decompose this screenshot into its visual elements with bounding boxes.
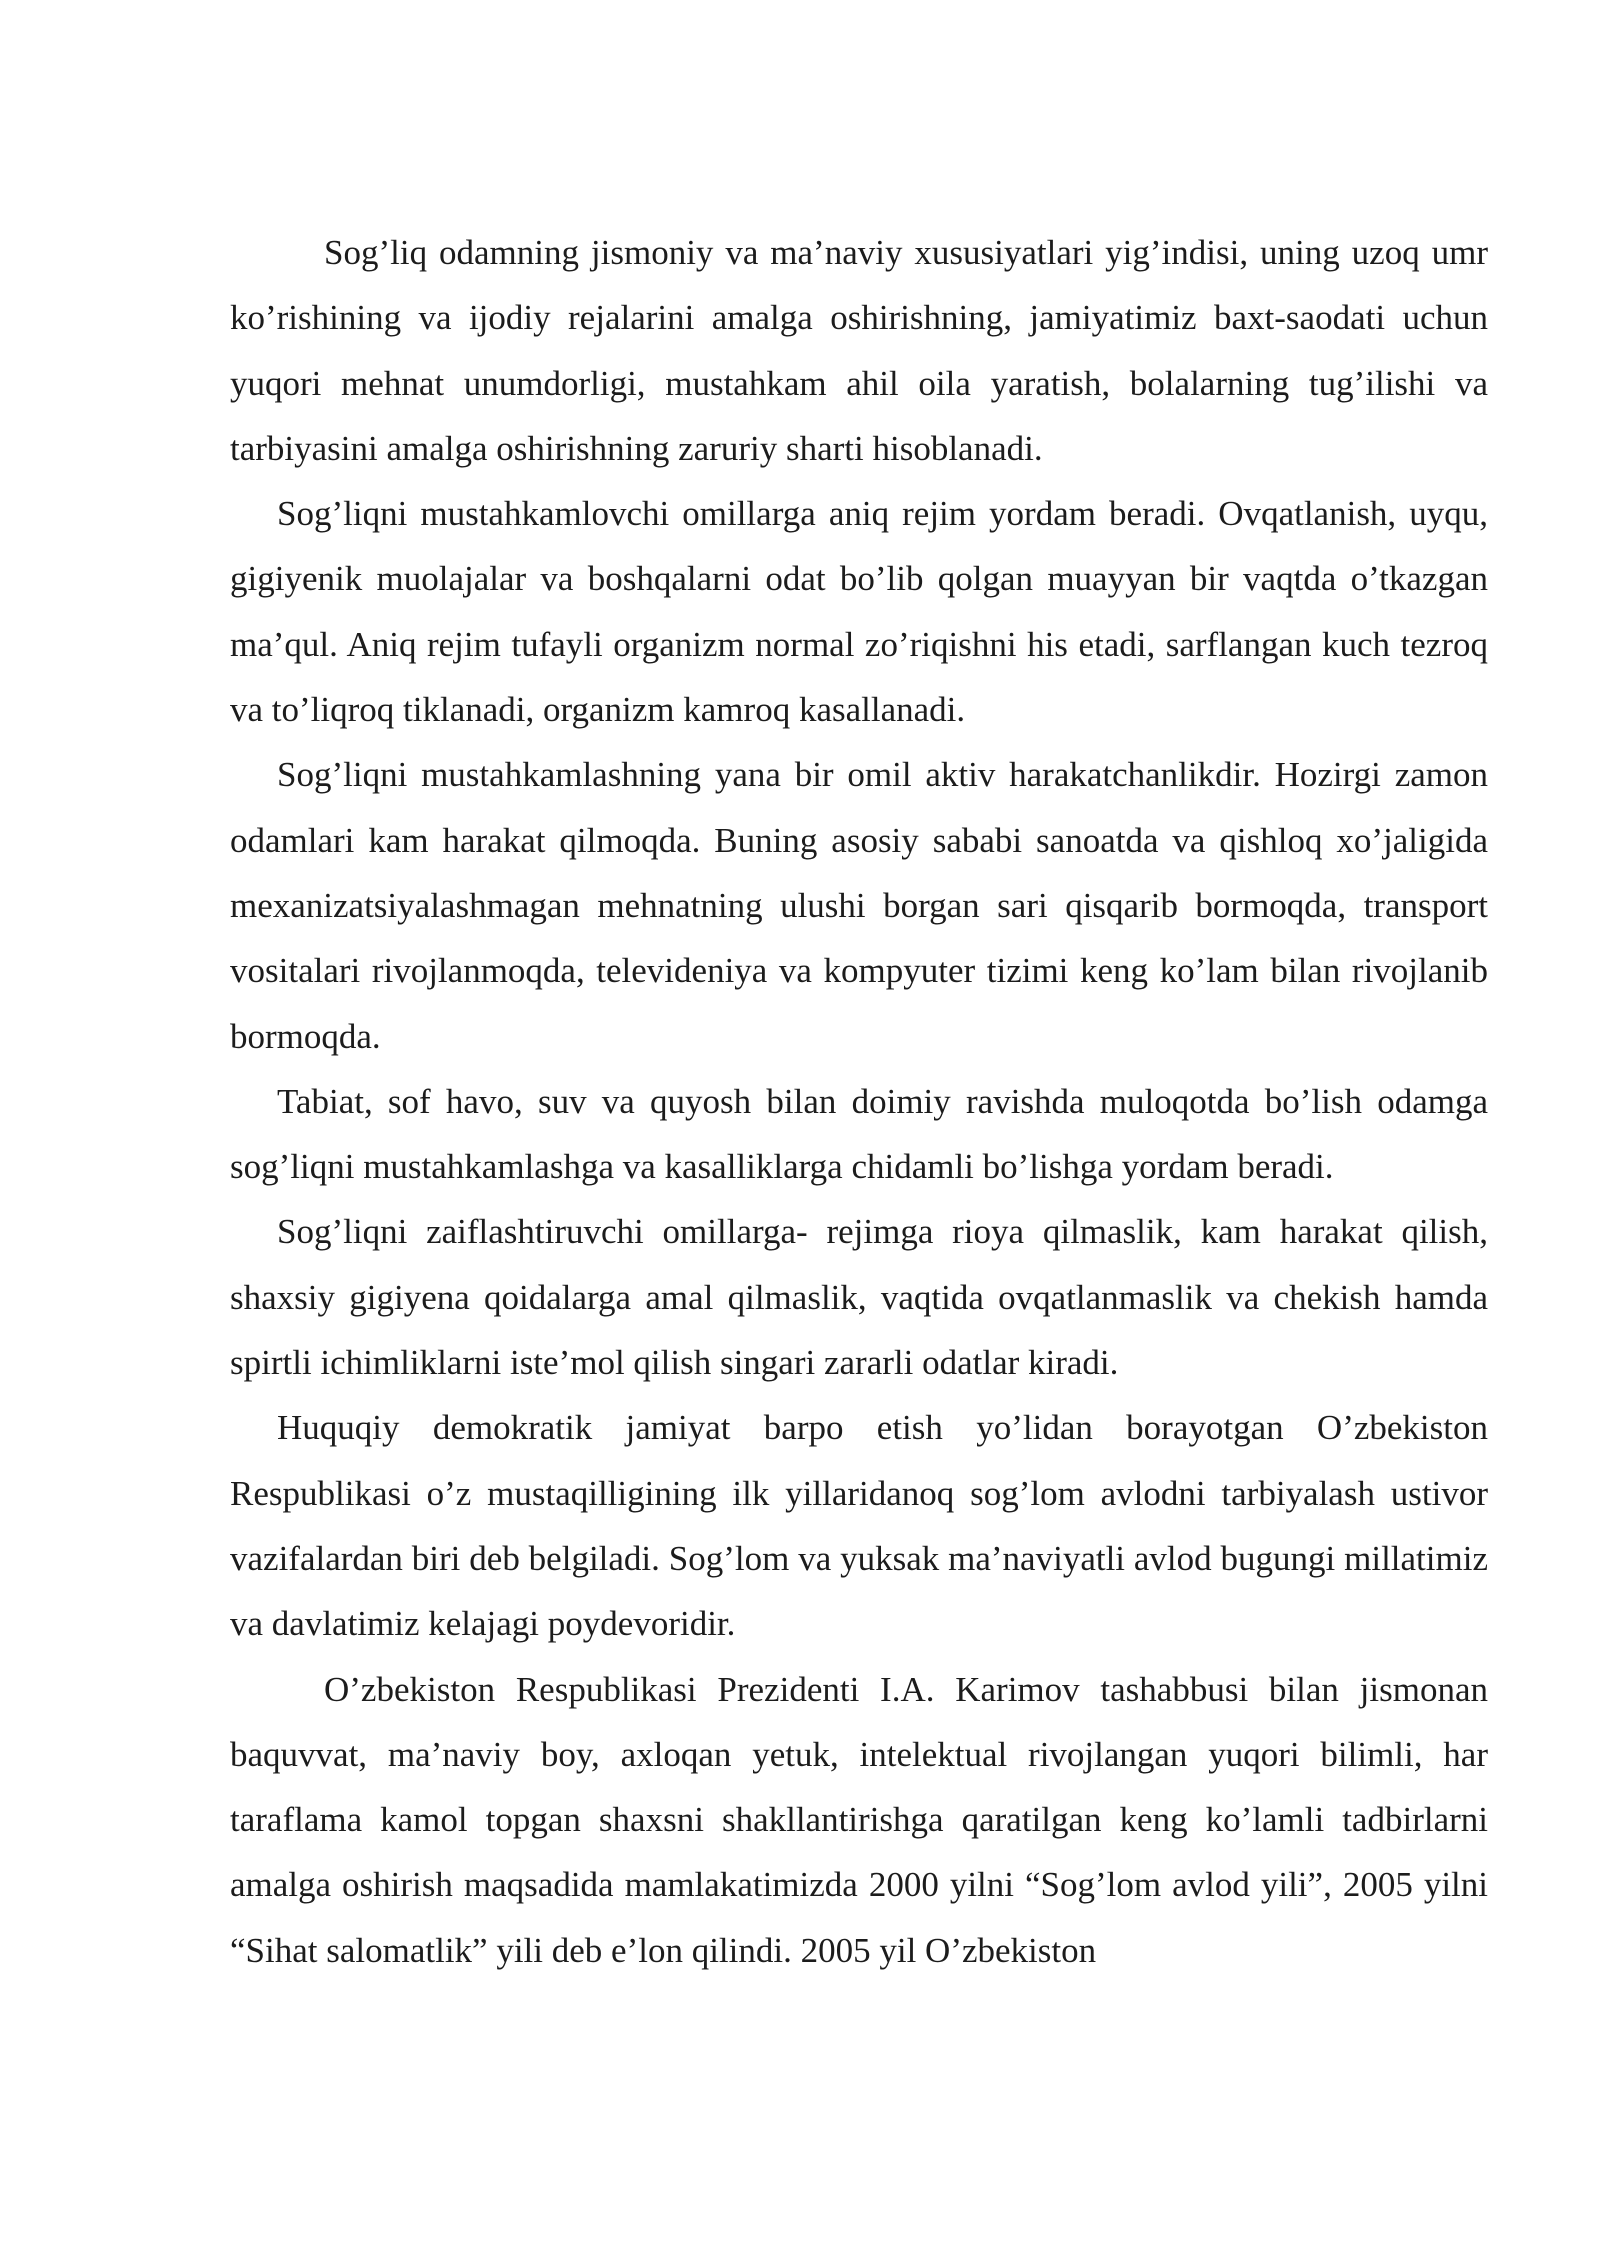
document-page	[230, 220, 1488, 1983]
paragraph-regime: Sog’liqni mustahkamlovchi omillarga aniq rejim yordam beradi. Ovqatlanish, uyqu, gigiyenik muolajalar va boshqalarni odat bo’lib qolgan muayyan bir vaqtda o’tkazgan ma’qul. Aniq rejim tufayli organizm normal zo’riqishni his etadi, sarflangan kuch tezroq va to’liqroq tiklanadi, organizm kamroq kasallanadi.	[230, 494, 1488, 730]
paragraph-weakening-factors: Sog’liqni zaiflashtiruvchi omillarga- rejimga rioya qilmaslik, kam harakat qilish, shaxsiy gigiyena qoidalarga amal qilmaslik, vaqtida ovqatlanmaslik va chekish hamda spirtli ichimliklarni iste’mol qilish singari zararli odatlar kiradi.	[230, 1212, 1488, 1383]
paragraph-healthy-generation: Huquqiy demokratik jamiyat barpo etish yo’lidan borayotgan O’zbekiston Respublikasi o’z mustaqilligining ilk yillaridanoq sog’lom avlodni tarbiyalash ustivor vazifalardan biri deb belgiladi. Sog’lom va yuksak ma’naviyatli avlod bugungi millatimiz va davlatimiz kelajagi poydevoridir.	[230, 1408, 1488, 1644]
paragraph-activity: Sog’liqni mustahkamlashning yana bir omil aktiv harakatchanlikdir. Hozirgi zamon odamlari kam harakat qilmoqda. Buning asosiy sababi sanoatda va qishloq xo’jaligida mexanizatsiyalashmagan mehnatning ulushi borgan sari qisqarib bormoqda, transport vositalari rivojlanmoqda, televideniya va kompyuter tizimi keng ko’lam bilan rivojlanib bormoqda.	[230, 755, 1488, 1056]
paragraph-health-definition: Sog’liq odamning jismoniy va ma’naviy xususiyatlari yig’indisi, uning uzoq umr ko’rishining va ijodiy rejalarini amalga oshirishning, jamiyatimiz baxt-saodati uchun yuqori mehnat unumdorligi, mustahkam ahil oila yaratish, bolalarning tug’ilishi va tarbiyasini amalga oshirishning zaruriy sharti hisoblanadi.	[230, 233, 1488, 468]
paragraph-president-initiative: O’zbekiston Respublikasi Prezidenti I.A. Karimov tashabbusi bilan jismonan baquvvat, ma’naviy boy, axloqan yetuk, intelektual rivojlangan yuqori bilimli, har taraflama kamol topgan shaxsni shakllantirishga qaratilgan keng ko’lamli tadbirlarni amalga oshirish maqsadida mamlakatimizda 2000 yilni “Sog’lom avlod yili”, 2005 yilni “Sihat salomatlik” yili deb e’lon qilindi. 2005 yil O’zbekiston	[230, 1669, 1488, 1970]
paragraph-nature: Tabiat, sof havo, suv va quyosh bilan doimiy ravishda muloqotda bo’lish odamga sog’liqni mustahkamlashga va kasalliklarga chidamli bo’lishga yordam beradi.	[230, 1081, 1488, 1187]
